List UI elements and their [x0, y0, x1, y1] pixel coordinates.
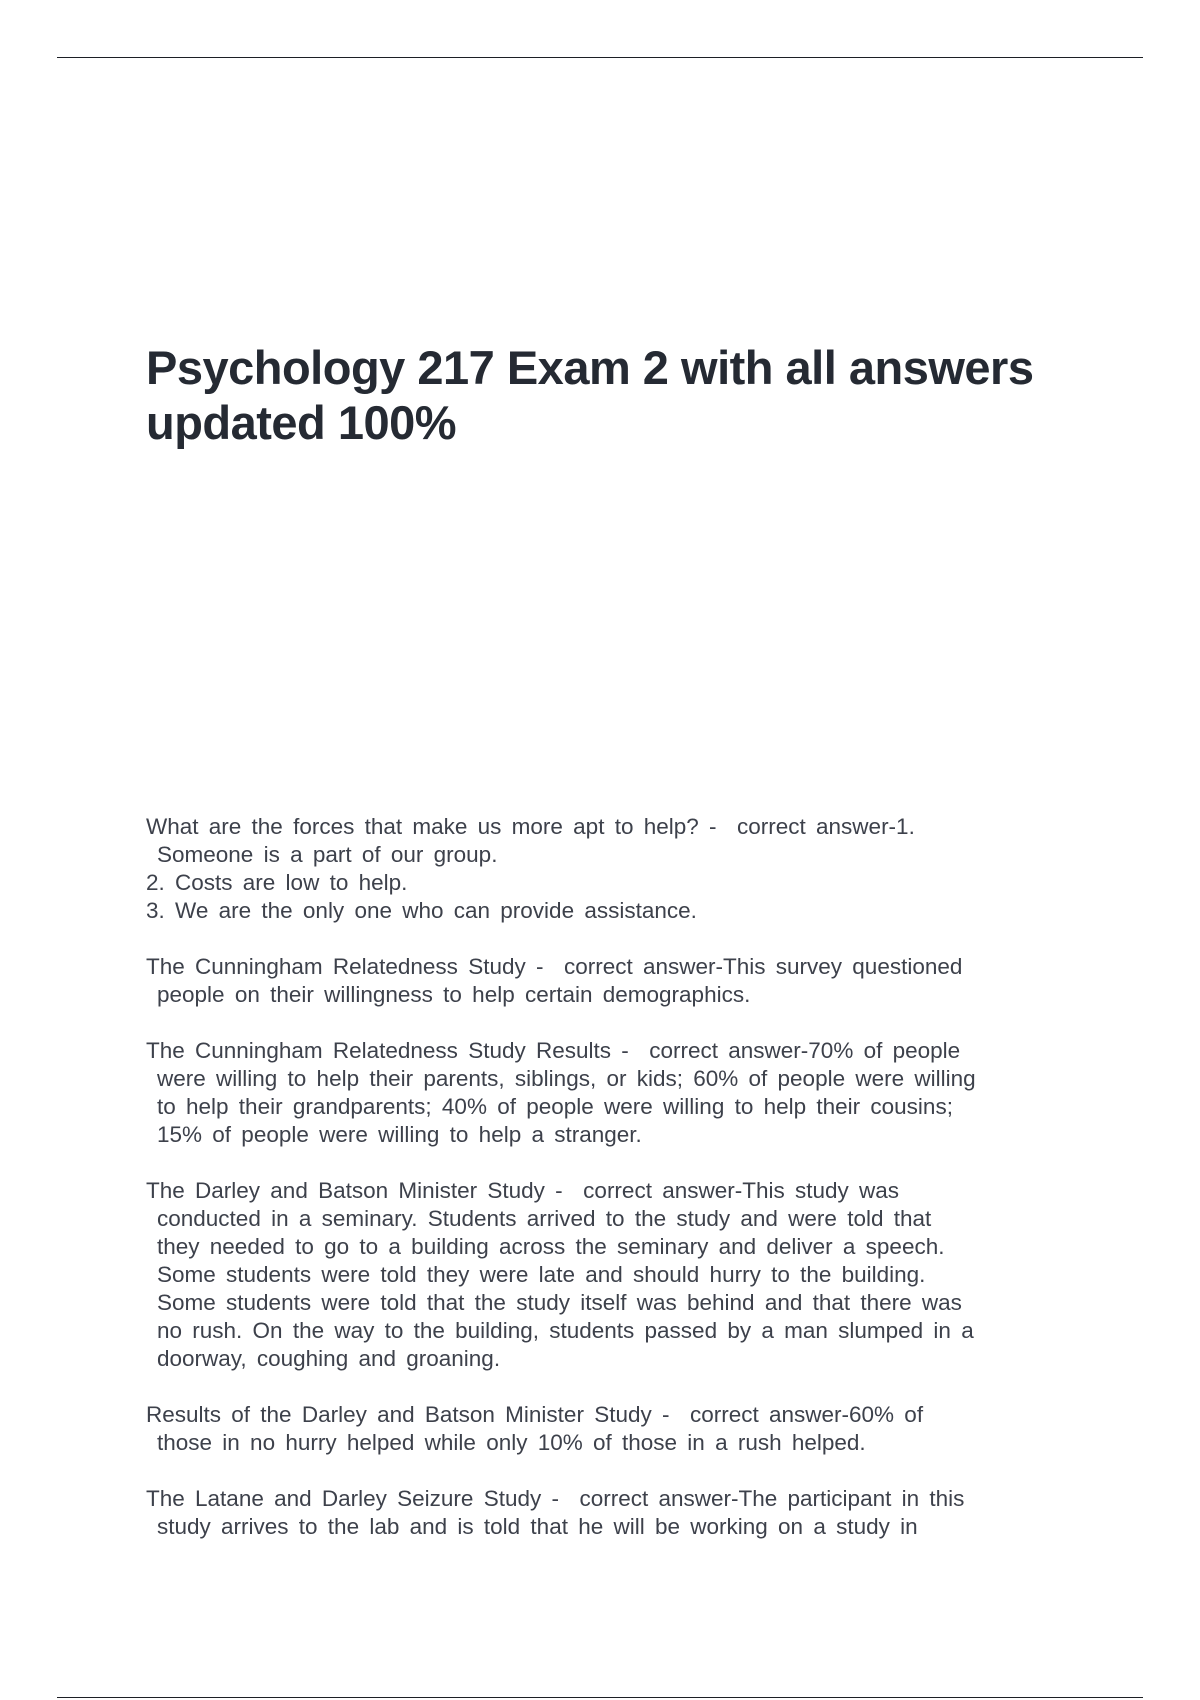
question-line: The Darley and Batson Minister Study - correct answer-This study was: [146, 1178, 900, 1203]
header-rule: [57, 57, 1143, 58]
question-line: The Cunningham Relatedness Study - correct answer-This survey questioned: [146, 954, 963, 979]
answer-line: to help their grandparents; 40% of people were willing to help their cousins;: [157, 1094, 953, 1119]
answer-line: were willing to help their parents, siblings, or kids; 60% of people were willing: [157, 1066, 976, 1091]
answer-line: those in no hurry helped while only 10% of those in a rush helped.: [157, 1430, 866, 1455]
qa-entry: [146, 953, 1066, 1009]
document-title: Psychology 217 Exam 2 with all answers updated 100%: [146, 341, 1034, 449]
question-line: The Latane and Darley Seizure Study - correct answer-The participant in this: [146, 1486, 965, 1511]
question-line: What are the forces that make us more apt to help? - correct answer-1.: [146, 814, 915, 839]
qa-entry: [146, 813, 1066, 925]
answer-line: people on their willingness to help certain demographics.: [157, 982, 751, 1007]
qa-entry: [146, 1177, 1066, 1373]
qa-entry: [146, 1401, 1066, 1457]
answer-line: 3. We are the only one who can provide assistance.: [146, 898, 697, 923]
question-line: The Cunningham Relatedness Study Results - correct answer-70% of people: [146, 1038, 961, 1063]
qa-entry: [146, 1037, 1066, 1149]
answer-line: no rush. On the way to the building, students passed by a man slumped in a: [157, 1318, 974, 1343]
answer-line: Some students were told that the study itself was behind and that there was: [157, 1290, 962, 1315]
question-line: Results of the Darley and Batson Minister Study - correct answer-60% of: [146, 1402, 924, 1427]
answer-line: Some students were told they were late and should hurry to the building.: [157, 1262, 926, 1287]
answer-line: 2. Costs are low to help.: [146, 870, 408, 895]
answer-line: study arrives to the lab and is told that he will be working on a study in: [157, 1514, 918, 1539]
answer-line: they needed to go to a building across the seminary and deliver a speech.: [157, 1234, 945, 1259]
qa-content: [146, 813, 1066, 1541]
footer-rule: [57, 1697, 1143, 1698]
qa-entry: [146, 1485, 1066, 1541]
answer-line: doorway, coughing and groaning.: [157, 1346, 501, 1371]
answer-line: Someone is a part of our group.: [157, 842, 498, 867]
answer-line: conducted in a seminary. Students arrived to the study and were told that: [157, 1206, 932, 1231]
answer-line: 15% of people were willing to help a stranger.: [157, 1122, 642, 1147]
